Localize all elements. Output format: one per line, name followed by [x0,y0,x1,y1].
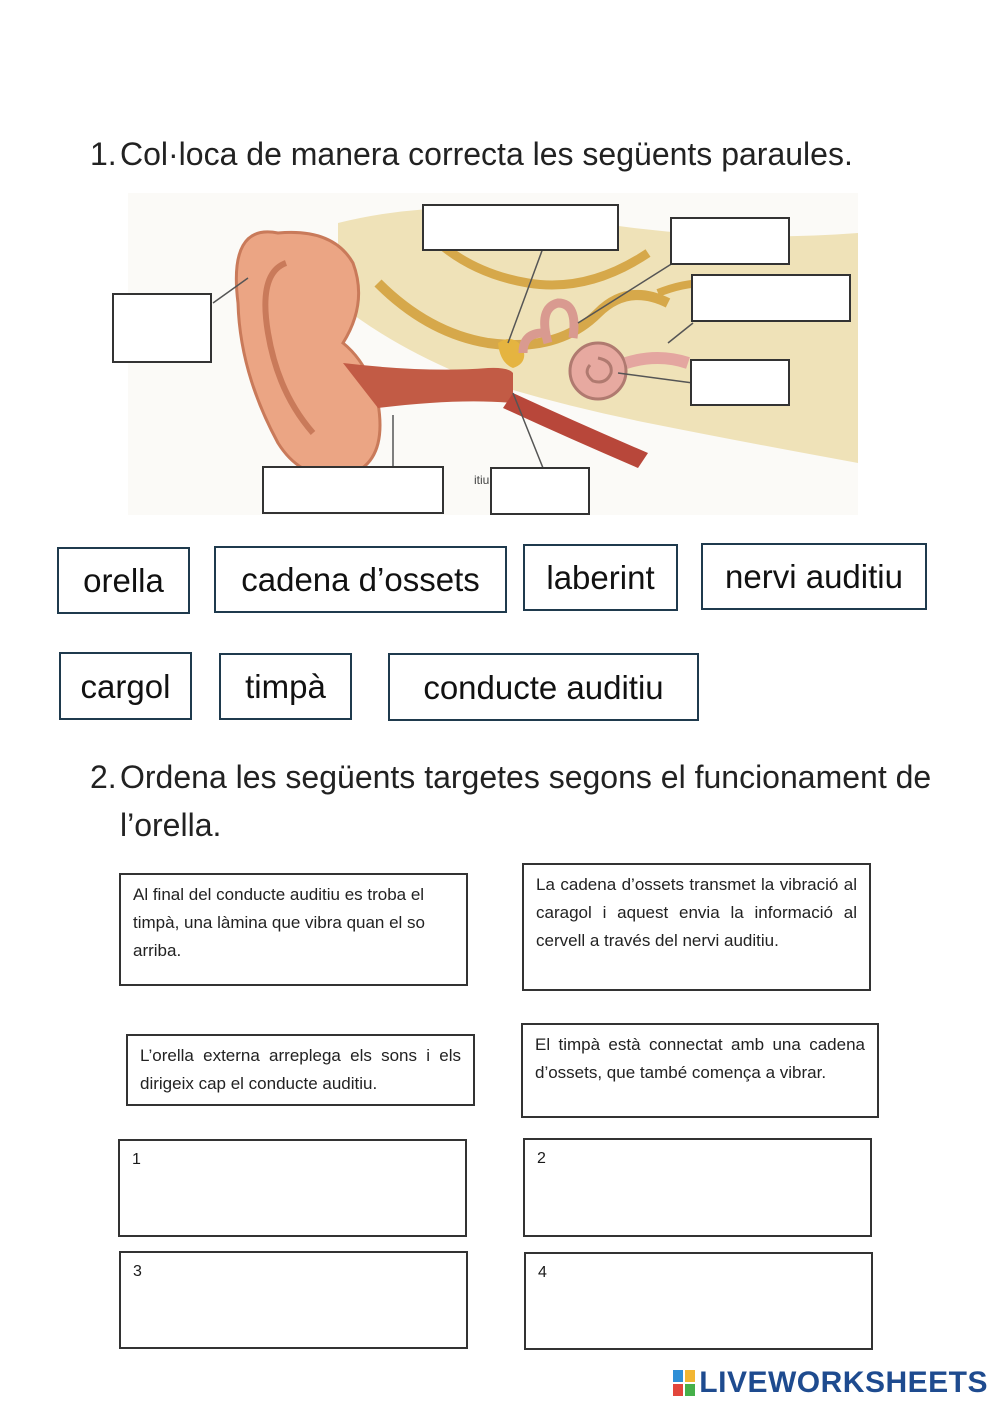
answer-slot-2[interactable] [523,1138,872,1237]
word-conducte-auditiu[interactable]: conducte auditiu [388,653,699,721]
answer-slot-1[interactable] [118,1139,467,1237]
question-2 [90,753,990,849]
liveworksheets-logo-icon [673,1370,695,1396]
liveworksheets-logo [673,1366,988,1400]
word-cadena-dossets[interactable]: cadena d’ossets [214,546,507,613]
blank-ossicles[interactable] [422,204,619,251]
word-timpa[interactable]: timpà [219,653,352,720]
answer-slot-3[interactable] [119,1251,468,1349]
question-1 [90,130,970,178]
blank-nerve[interactable] [691,274,851,322]
card-outer-ear[interactable]: L’orella externa arreplega els sons i els dirigeix cap el conducte auditiu. [126,1034,475,1106]
word-nervi-auditiu[interactable]: nervi auditiu [701,543,927,610]
word-cargol[interactable]: cargol [59,652,192,720]
slot-number: 2 [537,1150,546,1167]
slot-number: 4 [538,1264,547,1281]
question-text-line2: l’orella. [120,807,222,843]
question-number: 2. [90,759,117,795]
slot-number: 1 [132,1151,141,1168]
brand-name: LIVEWORKSHEETS [699,1366,988,1399]
answer-slot-4[interactable] [524,1252,873,1350]
partial-label: itiu [474,473,490,487]
question-text: Col·loca de manera correcta les següents paraules. [120,136,853,172]
blank-eardrum[interactable] [490,467,590,515]
slot-number: 3 [133,1263,142,1280]
blank-labyrinth[interactable] [670,217,790,265]
card-ossicles-chain[interactable]: La cadena d’ossets transmet la vibració al caragol i aquest envia la informació al cervell a través del nervi auditiu. [522,863,871,991]
blank-outer-ear[interactable] [112,293,212,363]
word-orella[interactable]: orella [57,547,190,614]
card-eardrum-connected[interactable]: El timpà està connectat amb una cadena d’ossets, que també comença a vibrar. [521,1023,879,1118]
word-laberint[interactable]: laberint [523,544,678,611]
blank-cochlea[interactable] [690,359,790,406]
blank-ear-canal[interactable] [262,466,444,514]
card-eardrum[interactable]: Al final del conducte auditiu es troba el timpà, una làmina que vibra quan el so arriba. [119,873,468,986]
question-text-line1: Ordena les següents targetes segons el funcionament de [120,759,932,795]
question-number: 1. [90,136,117,172]
